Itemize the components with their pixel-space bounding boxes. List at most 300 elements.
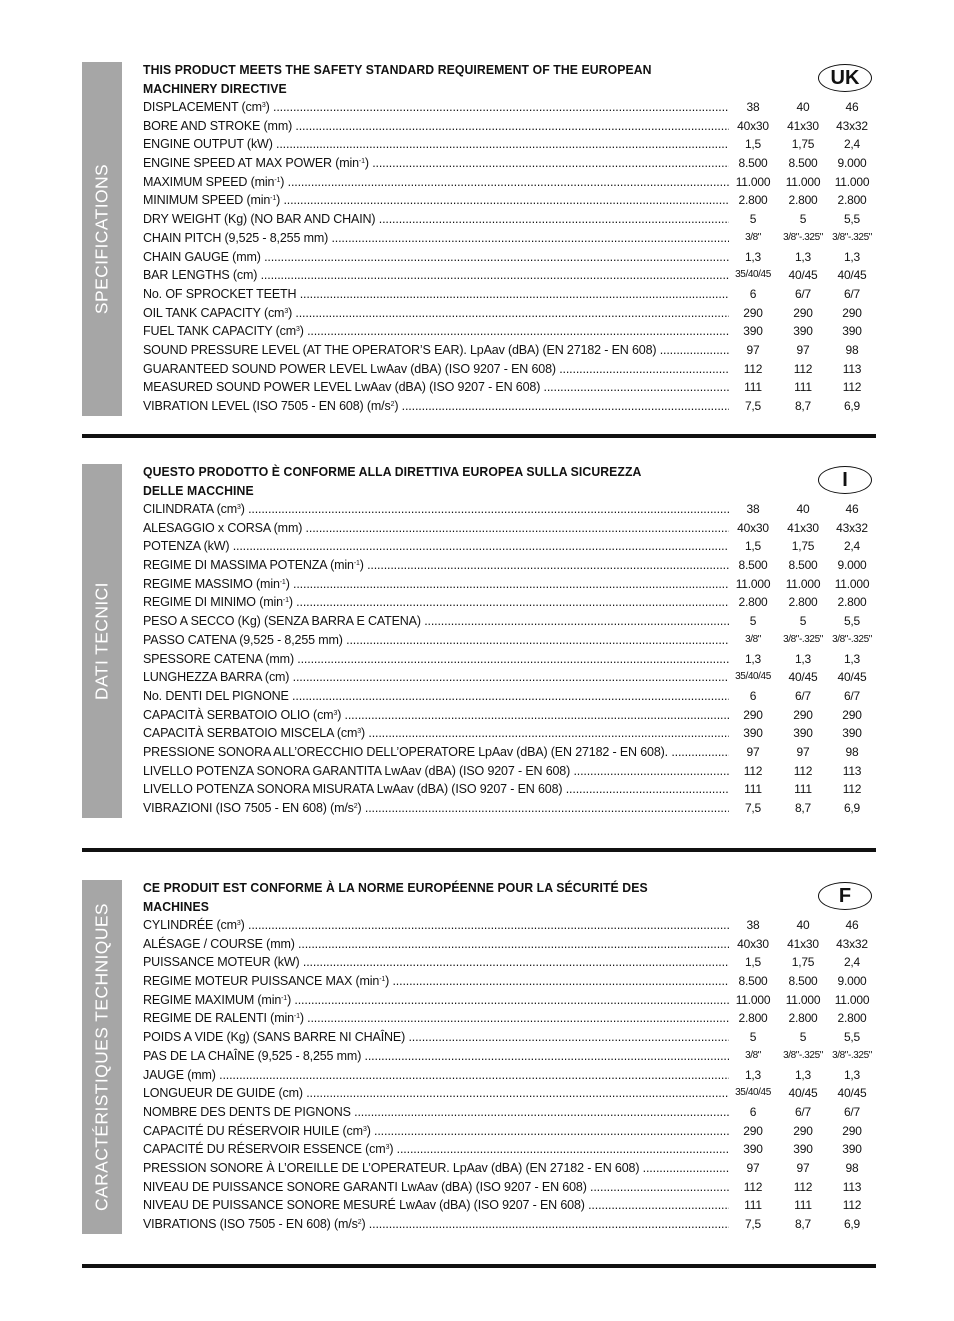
spec-label-suffix: ) [361, 1217, 366, 1231]
spec-label [143, 500, 729, 519]
spec-row [143, 1178, 876, 1197]
spec-value-model-3: 11.000 [834, 992, 870, 1007]
spec-value-model-3: 2.800 [837, 1011, 867, 1026]
spec-row [143, 916, 876, 935]
spec-row [143, 210, 876, 229]
spec-value-model-2: 40 [796, 100, 810, 114]
spec-label-superscript: 3 [357, 728, 362, 736]
spec-label-superscript: 3 [385, 1144, 390, 1152]
spec-value-model-2: 5 [799, 212, 807, 227]
spec-label [143, 631, 729, 650]
spec-value-model-1: 290 [743, 1123, 763, 1138]
spec-label-text: ENGINE SPEED AT MAX POWER (min [143, 156, 359, 171]
spec-label-text: VIBRATIONS (ISO 7505 - EN 608) (m/s [143, 1217, 358, 1231]
spec-value-model-3: 40/45 [837, 1086, 867, 1101]
spec-row [143, 117, 876, 136]
spec-value-model-3: 290 [842, 1123, 862, 1138]
spec-row [143, 360, 876, 379]
spec-value-model-3: 6/7 [843, 286, 861, 301]
spec-label-text: No. DENTI DEL PIGNONE [143, 688, 289, 703]
spec-label [143, 229, 729, 248]
spec-value-model-3: 2,4 [843, 137, 861, 152]
spec-label-superscript: -1 [281, 994, 288, 1002]
spec-value-model-1: 112 [743, 763, 763, 778]
spec-row [143, 1159, 876, 1178]
spec-label-text: NIVEAU DE PUISSANCE SONORE MESURÉ LwAav (dBA) (ISO 9207 - EN 608) [143, 1198, 585, 1213]
spec-label-text: CAPACITÀ SERBATOIO MISCELA (cm [143, 726, 358, 741]
spec-label-text: NIVEAU DE PUISSANCE SONORE GARANTI LwAav (dBA) (ISO 9207 - EN 608) [143, 1179, 587, 1194]
spec-label-text: DRY WEIGHT (Kg) (NO BAR AND CHAIN) [143, 212, 376, 227]
spec-label-suffix: ) [394, 399, 399, 413]
spec-value-model-2: 40/45 [788, 670, 818, 685]
spec-value-model-1: 38 [746, 100, 760, 114]
spec-label-text: POTENZA (kW) [143, 539, 230, 554]
heading-line-2: MACHINES [143, 899, 209, 914]
spec-value-model-1: 112 [743, 361, 763, 376]
spec-table [143, 916, 876, 1234]
spec-label-superscript: 3 [333, 709, 338, 717]
spec-label-text: REGIME DI MINIMO (min [143, 595, 283, 610]
spec-value-model-3: 3/8"-.325" [832, 633, 872, 645]
section-uk [82, 62, 876, 416]
language-badge: UK [818, 64, 872, 92]
spec-label-text: CAPACITÀ SERBATOIO OLIO (cm [143, 707, 334, 722]
spec-label [143, 117, 729, 136]
spec-value-model-1: 6 [749, 688, 757, 703]
spec-row [143, 1066, 876, 1085]
spec-value-model-3: 46 [845, 100, 859, 114]
spec-label-text: MAXIMUM SPEED (min [143, 174, 275, 189]
spec-value-model-2: 390 [793, 1142, 813, 1157]
sidebar-label: CARACTÉRISTIQUES TECHNIQUES [91, 902, 112, 1212]
spec-value-model-3: 113 [842, 1179, 862, 1194]
spec-row [143, 953, 876, 972]
spec-value-model-3: 113 [842, 361, 862, 376]
spec-label [143, 304, 729, 323]
spec-row [143, 341, 876, 360]
spec-value-model-3: 6,9 [843, 801, 861, 815]
spec-label-superscript: 3 [236, 920, 241, 927]
heading-line-2: DELLE MACCHINE [143, 483, 254, 498]
spec-value-model-2: 11.000 [785, 992, 821, 1007]
spec-value-model-2: 1,3 [794, 249, 812, 264]
spec-label-text: SOUND PRESSURE LEVEL (AT THE OPERATOR’S EAR). LpAav (dBA) (EN 27182 - EN 608) [143, 342, 657, 357]
spec-label-suffix: ) [280, 174, 285, 189]
spec-label-text: GUARANTEED SOUND POWER LEVEL LwAav (dBA) (ISO 9207 - EN 608) [143, 361, 556, 376]
spec-label [143, 191, 729, 210]
spec-row [143, 1084, 876, 1103]
spec-value-model-1: 3/8" [745, 633, 761, 645]
spec-value-model-2: 11.000 [785, 576, 821, 591]
spec-row [143, 935, 876, 954]
spec-label [143, 575, 729, 594]
spec-label [143, 972, 729, 991]
spec-value-model-2: 40/45 [788, 1086, 818, 1101]
spec-value-model-2: 97 [796, 744, 810, 759]
spec-label-suffix: ) [299, 324, 304, 339]
spec-table [143, 500, 876, 818]
spec-label-text: ALÉSAGE / COURSE (mm) [143, 936, 295, 951]
spec-row [143, 631, 876, 650]
section-heading [143, 462, 695, 500]
spec-label-text: REGIME DI MASSIMA POTENZA (min [143, 558, 354, 573]
spec-label [143, 341, 729, 360]
spec-label-suffix: ) [357, 801, 362, 815]
spec-value-model-3: 3/8"-.325" [832, 1049, 872, 1061]
spec-value-model-3: 2.800 [837, 193, 867, 208]
spec-value-model-2: 40 [796, 918, 810, 932]
spec-row [143, 799, 876, 818]
spec-label-superscript: -1 [270, 195, 277, 203]
spec-value-model-1: 390 [743, 726, 763, 741]
spec-label-text: CHAIN PITCH (9,525 - 8,255 mm) [143, 230, 329, 245]
spec-value-model-1: 2.800 [738, 193, 768, 208]
spec-value-model-3: 98 [845, 342, 859, 357]
spec-value-model-3: 43x32 [836, 520, 868, 535]
spec-label-suffix: ) [359, 558, 364, 573]
spec-label [143, 1122, 729, 1141]
spec-label-text: PASSO CATENA (9,525 - 8,255 mm) [143, 632, 343, 647]
spec-value-model-2: 290 [793, 305, 813, 320]
spec-value-model-3: 112 [842, 380, 862, 395]
spec-label-text: CHAIN GAUGE (mm) [143, 249, 261, 264]
spec-label-superscript: -1 [293, 1013, 300, 1021]
spec-value-model-3: 1,3 [843, 1067, 861, 1082]
spec-value-model-3: 113 [842, 763, 862, 778]
spec-value-model-3: 390 [842, 1142, 862, 1157]
spec-label [143, 991, 729, 1010]
spec-value-model-2: 1,3 [794, 651, 812, 666]
spec-row [143, 743, 876, 762]
spec-value-model-3: 43x32 [836, 936, 868, 951]
spec-value-model-3: 6,9 [843, 399, 861, 413]
heading-line-1: CE PRODUIT EST CONFORME À LA NORME EUROPÉENNE POUR LA SÉCURITÉ DES [143, 880, 648, 895]
spec-value-model-2: 1,75 [791, 539, 815, 554]
spec-label-text: BORE AND STROKE (mm) [143, 118, 293, 133]
spec-label-text: DISPLACEMENT (cm [143, 100, 262, 114]
spec-value-model-1: 1,5 [744, 137, 762, 152]
spec-row [143, 612, 876, 631]
spec-label-text: PAS DE LA CHAÎNE (9,525 - 8,255 mm) [143, 1048, 362, 1063]
spec-value-model-1: 111 [744, 782, 762, 797]
spec-value-model-3: 2,4 [843, 955, 861, 970]
spec-value-model-1: 1,3 [744, 249, 762, 264]
spec-label [143, 1066, 729, 1085]
spec-value-model-1: 3/8" [745, 1049, 761, 1061]
spec-value-model-1: 290 [743, 707, 763, 722]
spec-label-text: SPESSORE CATENA (mm) [143, 651, 294, 666]
spec-value-model-3: 43x32 [836, 118, 868, 133]
spec-label-text: REGIME DE RALENTI (min [143, 1011, 294, 1026]
spec-value-model-1: 112 [743, 1179, 763, 1194]
spec-label-text: LIVELLO POTENZA SONORA GARANTITA LwAav (dBA) (ISO 9207 - EN 608) [143, 763, 571, 778]
spec-row [143, 593, 876, 612]
spec-value-model-2: 290 [793, 707, 813, 722]
sidebar-tab-dati-tecnici [82, 464, 122, 818]
spec-row [143, 687, 876, 706]
spec-label-text: NOMBRE DES DENTS DE PIGNONS [143, 1104, 351, 1119]
spec-row [143, 154, 876, 173]
spec-value-model-1: 97 [746, 342, 760, 357]
spec-table [143, 98, 876, 416]
spec-value-model-3: 112 [842, 782, 862, 797]
spec-value-model-1: 3/8" [745, 231, 761, 243]
spec-value-model-3: 9.000 [837, 156, 867, 171]
spec-label-superscript: 3 [236, 504, 241, 511]
heading-line-1: THIS PRODUCT MEETS THE SAFETY STANDARD REQUIREMENT OF THE EUROPEAN [143, 62, 652, 77]
spec-label [143, 248, 729, 267]
spec-label-text: CAPACITÉ DU RÉSERVOIR ESSENCE (cm [143, 1142, 386, 1157]
spec-row [143, 397, 876, 416]
spec-label [143, 556, 729, 575]
spec-label [143, 1140, 729, 1159]
spec-label-text: PRESSION SONORE À L’OREILLE DE L’OPERATEUR. LpAav (dBA) (EN 27182 - EN 608) [143, 1160, 640, 1175]
spec-row [143, 304, 876, 323]
spec-row [143, 1047, 876, 1066]
spec-value-model-3: 40/45 [837, 670, 867, 685]
sidebar-tab-caracteristiques-techniques [82, 880, 122, 1234]
spec-label-text: PRESSIONE SONORA ALL’ORECCHIO DELL’OPERATORE LpAav (dBA) (EN 27182 - EN 608). [143, 744, 668, 759]
spec-label [143, 210, 729, 229]
spec-value-model-3: 6,9 [843, 1217, 861, 1231]
spec-value-model-1: 5 [749, 614, 757, 629]
spec-label [143, 762, 729, 781]
spec-label [143, 706, 729, 725]
spec-label [143, 360, 729, 379]
spec-label [143, 1178, 729, 1197]
spec-value-model-3: 5,5 [843, 1030, 861, 1045]
spec-value-model-2: 1,3 [794, 1067, 812, 1082]
spec-row [143, 135, 876, 154]
spec-row [143, 229, 876, 248]
spec-value-model-2: 3/8"-.325" [783, 231, 823, 243]
spec-label-text: JAUGE (mm) [143, 1067, 216, 1082]
spec-label-text: MEASURED SOUND POWER LEVEL LwAav (dBA) (ISO 9207 - EN 608) [143, 380, 541, 395]
spec-row [143, 266, 876, 285]
spec-label-suffix: ) [389, 1142, 394, 1157]
spec-value-model-3: 5,5 [843, 212, 861, 227]
spec-row [143, 378, 876, 397]
spec-label-suffix: ) [285, 576, 290, 591]
spec-label [143, 593, 729, 612]
spec-value-model-1: 2.800 [738, 595, 768, 610]
spec-label-suffix: ) [265, 100, 270, 114]
spec-row [143, 98, 876, 117]
spec-label [143, 1159, 729, 1178]
spec-row [143, 1103, 876, 1122]
spec-label-suffix: ) [385, 974, 390, 989]
spec-value-model-3: 2.800 [837, 595, 867, 610]
spec-label-superscript: -1 [379, 976, 386, 984]
spec-label-superscript: 3 [295, 326, 300, 334]
spec-label-text: OIL TANK CAPACITY (cm [143, 305, 285, 320]
spec-row [143, 537, 876, 556]
spec-value-model-3: 11.000 [834, 576, 870, 591]
spec-value-model-2: 41x30 [787, 936, 819, 951]
spec-label-text: REGIME MAXIMUM (min [143, 992, 282, 1007]
spec-value-model-2: 8,7 [794, 1217, 812, 1231]
spec-value-model-1: 1,3 [744, 1067, 762, 1082]
spec-label-text: CYLINDRÉE (cm [143, 918, 237, 932]
spec-label-superscript: -1 [274, 176, 281, 184]
spec-label-text: ALESAGGIO x CORSA (mm) [143, 520, 303, 535]
spec-label [143, 780, 729, 799]
spec-value-model-2: 390 [793, 726, 813, 741]
spec-label [143, 1028, 729, 1047]
spec-label [143, 322, 729, 341]
spec-value-model-1: 6 [749, 286, 757, 301]
spec-row [143, 762, 876, 781]
spec-value-model-3: 98 [845, 1160, 859, 1175]
spec-row [143, 780, 876, 799]
spec-value-model-3: 6/7 [843, 1104, 861, 1119]
spec-value-model-2: 97 [796, 342, 810, 357]
spec-label-text: BAR LENGTHS (cm) [143, 268, 258, 283]
spec-value-model-1: 8.500 [738, 558, 768, 573]
spec-value-model-2: 41x30 [787, 520, 819, 535]
spec-row [143, 1009, 876, 1028]
spec-label [143, 154, 729, 173]
spec-value-model-2: 8,7 [794, 801, 812, 815]
spec-label-suffix: ) [240, 918, 245, 932]
spec-label-superscript: 2 [353, 803, 358, 810]
spec-value-model-2: 2.800 [788, 595, 818, 610]
spec-value-model-2: 111 [794, 380, 812, 395]
spec-value-model-2: 8,7 [794, 399, 812, 413]
spec-value-model-1: 111 [744, 1198, 762, 1213]
spec-label-suffix: ) [366, 1123, 371, 1138]
spec-label [143, 1196, 729, 1215]
spec-value-model-2: 5 [799, 1030, 807, 1045]
spec-label [143, 285, 729, 304]
spec-value-model-1: 40x30 [737, 520, 769, 535]
spec-label [143, 537, 729, 556]
spec-value-model-1: 8.500 [738, 974, 768, 989]
spec-label-text: REGIME MASSIMO (min [143, 576, 280, 591]
spec-label-superscript: 2 [357, 1219, 362, 1226]
spec-value-model-2: 2.800 [788, 1011, 818, 1026]
spec-label-text: POIDS A VIDE (Kg) (SANS BARRE NI CHAÎNE) [143, 1030, 406, 1045]
spec-value-model-1: 11.000 [735, 576, 771, 591]
spec-value-model-1: 111 [744, 380, 762, 395]
spec-value-model-2: 3/8"-.325" [783, 1049, 823, 1061]
spec-value-model-1: 1,5 [744, 955, 762, 970]
spec-value-model-1: 5 [749, 212, 757, 227]
spec-label-superscript: -1 [353, 560, 360, 568]
spec-label-text: PESO A SECCO (Kg) (SENZA BARRA E CATENA) [143, 614, 421, 629]
spec-label-text: CAPACITÉ DU RÉSERVOIR HUILE (cm [143, 1123, 363, 1138]
spec-value-model-1: 7,5 [744, 399, 762, 413]
spec-value-model-1: 5 [749, 1030, 757, 1045]
spec-label [143, 1084, 729, 1103]
spec-label [143, 135, 729, 154]
spec-label-superscript: 2 [390, 401, 395, 408]
spec-value-model-3: 112 [842, 1198, 862, 1213]
spec-row [143, 1140, 876, 1159]
spec-value-model-2: 6/7 [794, 688, 812, 703]
spec-label [143, 668, 729, 687]
spec-value-model-3: 6/7 [843, 688, 861, 703]
spec-value-model-1: 390 [743, 1142, 763, 1157]
spec-value-model-1: 7,5 [744, 801, 762, 815]
spec-label-text: CILINDRATA (cm [143, 502, 237, 516]
spec-value-model-1: 35/40/45 [735, 269, 771, 281]
spec-value-model-2: 6/7 [794, 286, 812, 301]
spec-row [143, 556, 876, 575]
spec-row [143, 724, 876, 743]
spec-label-suffix: ) [288, 305, 293, 320]
section-fr [82, 880, 876, 1234]
spec-label [143, 1215, 729, 1234]
spec-value-model-1: 11.000 [735, 174, 771, 189]
spec-value-model-3: 290 [842, 707, 862, 722]
spec-label-superscript: 3 [284, 307, 289, 315]
spec-label [143, 916, 729, 935]
spec-value-model-1: 11.000 [735, 992, 771, 1007]
spec-value-model-2: 5 [799, 614, 807, 629]
spec-row [143, 519, 876, 538]
spec-label-text: VIBRATION LEVEL (ISO 7505 - EN 608) (m/s [143, 399, 391, 413]
spec-label [143, 724, 729, 743]
sidebar-label: DATI TECNICI [91, 582, 112, 700]
spec-label-superscript: 3 [261, 102, 266, 109]
spec-label [143, 612, 729, 631]
spec-value-model-2: 1,75 [791, 955, 815, 970]
spec-value-model-2: 40/45 [788, 268, 818, 283]
sidebar-label: SPECIFICATIONS [91, 163, 112, 315]
spec-label [143, 266, 729, 285]
spec-label [143, 378, 729, 397]
spec-label-suffix: ) [364, 156, 369, 171]
heading-line-1: QUESTO PRODOTTO È CONFORME ALLA DIRETTIVA EUROPEA SULLA SICUREZZA [143, 464, 642, 479]
spec-label-suffix: ) [361, 726, 366, 741]
spec-label-suffix: ) [299, 1011, 304, 1026]
section-divider [82, 848, 876, 852]
spec-label-suffix: ) [240, 502, 245, 516]
section-it [82, 464, 876, 818]
spec-value-model-1: 8.500 [738, 156, 768, 171]
section-divider [82, 1264, 876, 1268]
spec-label [143, 1103, 729, 1122]
spec-value-model-3: 40/45 [837, 268, 867, 283]
spec-value-model-2: 111 [794, 782, 812, 797]
spec-value-model-2: 290 [793, 1123, 813, 1138]
spec-label [143, 519, 729, 538]
spec-value-model-2: 97 [796, 1160, 810, 1175]
spec-value-model-2: 40 [796, 502, 810, 516]
spec-value-model-2: 6/7 [794, 1104, 812, 1119]
spec-row [143, 650, 876, 669]
spec-value-model-1: 390 [743, 324, 763, 339]
spec-row [143, 1028, 876, 1047]
spec-label-text: ENGINE OUTPUT (kW) [143, 137, 273, 152]
spec-value-model-2: 390 [793, 324, 813, 339]
spec-value-model-2: 112 [793, 763, 813, 778]
language-badge: F [818, 882, 872, 910]
spec-value-model-1: 290 [743, 305, 763, 320]
spec-value-model-2: 41x30 [787, 118, 819, 133]
spec-value-model-3: 390 [842, 726, 862, 741]
spec-value-model-3: 3/8"-.325" [832, 231, 872, 243]
spec-value-model-2: 11.000 [785, 174, 821, 189]
spec-label [143, 1009, 729, 1028]
spec-value-model-1: 6 [749, 1104, 757, 1119]
spec-label [143, 935, 729, 954]
spec-value-model-1: 35/40/45 [735, 671, 771, 683]
spec-label [143, 650, 729, 669]
spec-value-model-2: 3/8"-.325" [783, 633, 823, 645]
spec-row [143, 248, 876, 267]
